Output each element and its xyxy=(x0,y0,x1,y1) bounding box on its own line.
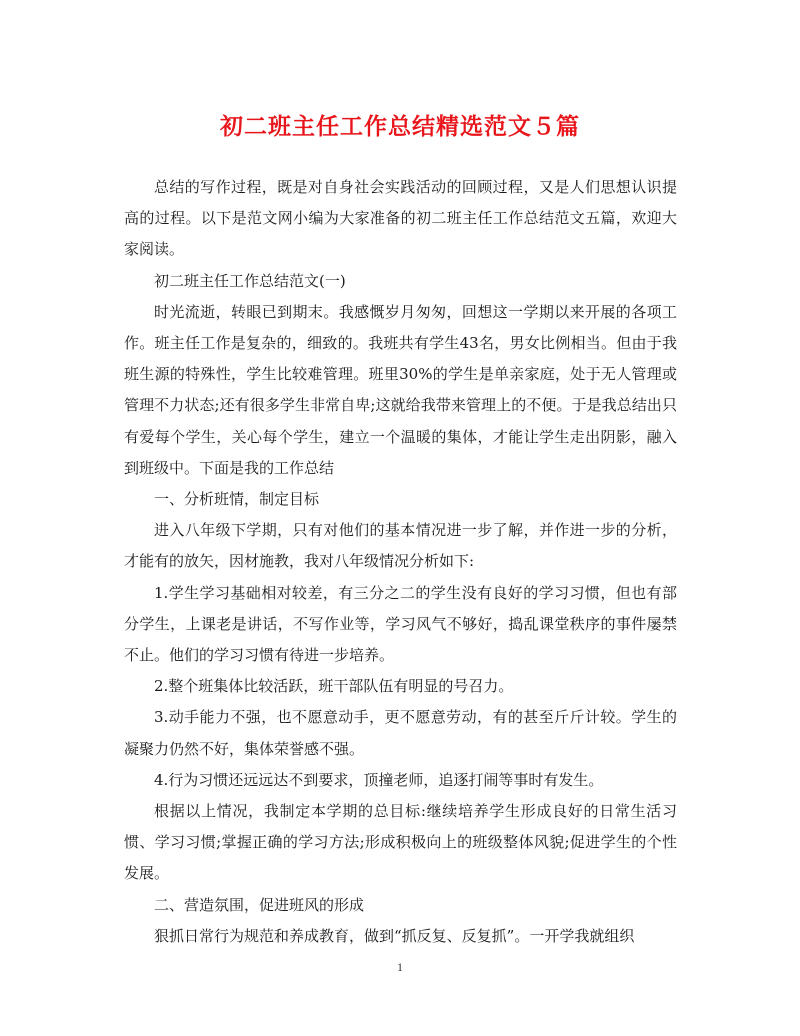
body-paragraph: 狠抓日常行为规范和养成教育，做到“抓反复、反复抓”。一开学我就组织 xyxy=(154,926,635,945)
list-item: 4.行为习惯还远远达不到要求，顶撞老师，追逐打闹等事时有发生。 xyxy=(154,770,604,789)
document-title: 初二班主任工作总结精选范文５篇 xyxy=(220,113,580,140)
body-paragraph: 时光流逝，转眼已到期末。我感慨岁月匆匆，回想这一学期以来开展的各项工作。班主任工作是复杂的，细致的。我班共有学生43名，男女比例相当。但由于我班生源的特殊性，学生比较难管理。班里30%的学生是单亲家庭，处于无人管理或管理不力状态;还有很多学生非常自卑;这就给我带来管理上的不便。于是我总结出只有爱每个学生，关心每个学生，建立一个温暖的集体，才能让学生走出阴影，融入到班级中。下面是我的工作总结 xyxy=(124,302,677,477)
list-item: 1.学生学习基础相对较差，有三分之二的学生没有良好的学习习惯，但也有部分学生，上课老是讲话，不写作业等，学习风气不够好，捣乱课堂秩序的事件屡禁不止。他们的学习习惯有待进一步培养。 xyxy=(124,583,677,665)
body-paragraph: 进入八年级下学期，只有对他们的基本情况进一步了解，并作进一步的分析，才能有的放矢，因材施教，我对八年级情况分析如下: xyxy=(124,521,677,571)
page-number: 1 xyxy=(397,960,403,974)
subsection-heading: 一、分析班情，制定目标 xyxy=(154,490,320,509)
section-heading: 初二班主任工作总结范文(一) xyxy=(154,271,346,290)
document-body xyxy=(124,172,677,952)
subsection-heading: 二、营造氛围，促进班风的形成 xyxy=(154,895,365,914)
list-item: 3.动手能力不强，也不愿意动手，更不愿意劳动，有的甚至斤斤计较。学生的凝聚力仍然不好，集体荣誉感不强。 xyxy=(124,708,677,758)
body-paragraph: 根据以上情况，我制定本学期的总目标:继续培养学生形成良好的日常生活习惯、学习习惯;掌握正确的学习方法;形成积极向上的班级整体风貌;促进学生的个性发展。 xyxy=(124,802,677,883)
intro-paragraph: 总结的写作过程，既是对自身社会实践活动的回顾过程，又是人们思想认识提高的过程。以下是范文网小编为大家准备的初二班主任工作总结范文五篇，欢迎大家阅读。 xyxy=(124,178,677,259)
list-item: 2.整个班集体比较活跃，班干部队伍有明显的号召力。 xyxy=(154,677,514,696)
